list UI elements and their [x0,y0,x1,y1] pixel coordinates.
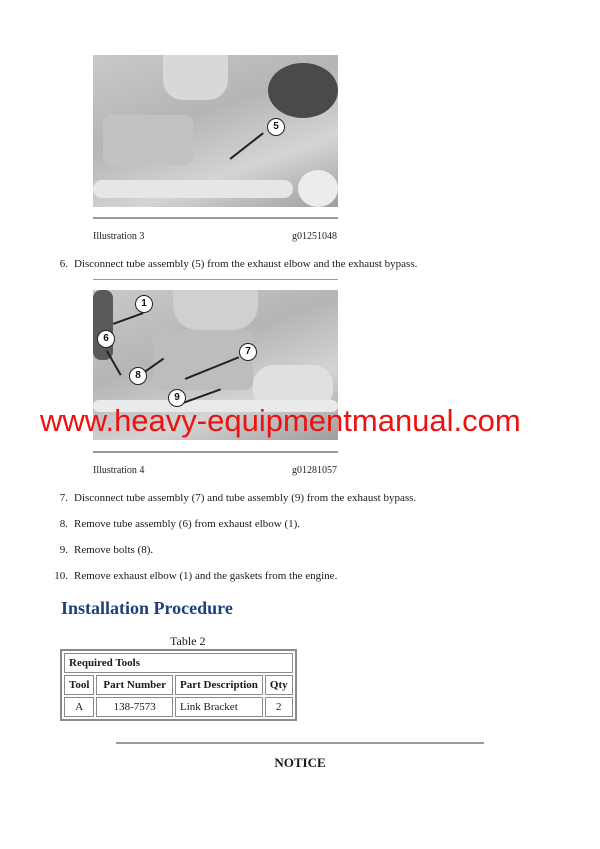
section-heading: Installation Procedure [61,598,233,618]
illustration-3-photo [93,55,338,207]
illustration-3-code: g01251048 [292,231,337,242]
callout-leader [113,312,144,324]
header-part-number: Part Number [96,675,173,695]
table-header-row [64,675,293,695]
table-caption: Table 2 [170,634,206,648]
callout-8: 8 [129,367,147,385]
step-number: 7. [59,492,68,504]
callout-7: 7 [239,343,257,361]
callout-6: 6 [97,330,115,348]
step-6 [40,258,417,270]
header-qty: Qty [265,675,293,695]
step-7 [40,492,416,504]
illustration-3-label: Illustration 3 [93,231,145,242]
callout-9: 9 [168,389,186,407]
step-text: Disconnect tube assembly (5) from the exhaust elbow and the exhaust bypass. [74,258,418,270]
callout-leader [106,350,121,375]
step-text: Remove exhaust elbow (1) and the gaskets from the engine. [74,570,338,582]
watermark: www.heavy-equipmentmanual.com [40,403,521,438]
photo-shape [173,290,258,330]
table-row [64,697,293,717]
photo-shape [163,55,228,100]
table-title: Required Tools [64,653,293,673]
cell-qty: 2 [265,697,293,717]
callout-5: 5 [267,118,285,136]
photo-shape [153,330,253,390]
notice-heading: NOTICE [274,755,326,770]
step-10 [40,570,337,582]
photo-shape [93,290,113,360]
photo-shape [93,180,293,198]
step-text: Disconnect tube assembly (7) and tube assembly (9) from the exhaust bypass. [74,492,417,504]
step-number: 6. [59,258,68,270]
illustration-3-divider [93,217,338,219]
step-text: Remove bolts (8). [74,544,154,556]
required-tools-table [60,649,297,721]
header-tool: Tool [64,675,94,695]
header-part-description: Part Description [175,675,263,695]
step-divider [93,279,338,280]
callout-leader [230,132,264,159]
cell-part-description: Link Bracket [175,697,263,717]
notice-divider [116,742,484,744]
step-text: Remove tube assembly (6) from exhaust elbow (1). [74,518,301,530]
illustration-4-label: Illustration 4 [93,465,145,476]
cell-tool: A [64,697,94,717]
step-number: 8. [59,518,68,530]
photo-shape [268,63,338,118]
step-number: 9. [59,544,68,556]
illustration-4-divider [93,451,338,453]
step-9 [40,544,153,556]
photo-shape [103,115,193,165]
cell-part-number: 138-7573 [96,697,173,717]
photo-shape [298,170,338,207]
table-title-row [64,653,293,673]
step-8 [40,518,300,530]
step-number: 10. [54,570,68,582]
callout-1: 1 [135,295,153,313]
illustration-4-code: g01281057 [292,465,337,476]
